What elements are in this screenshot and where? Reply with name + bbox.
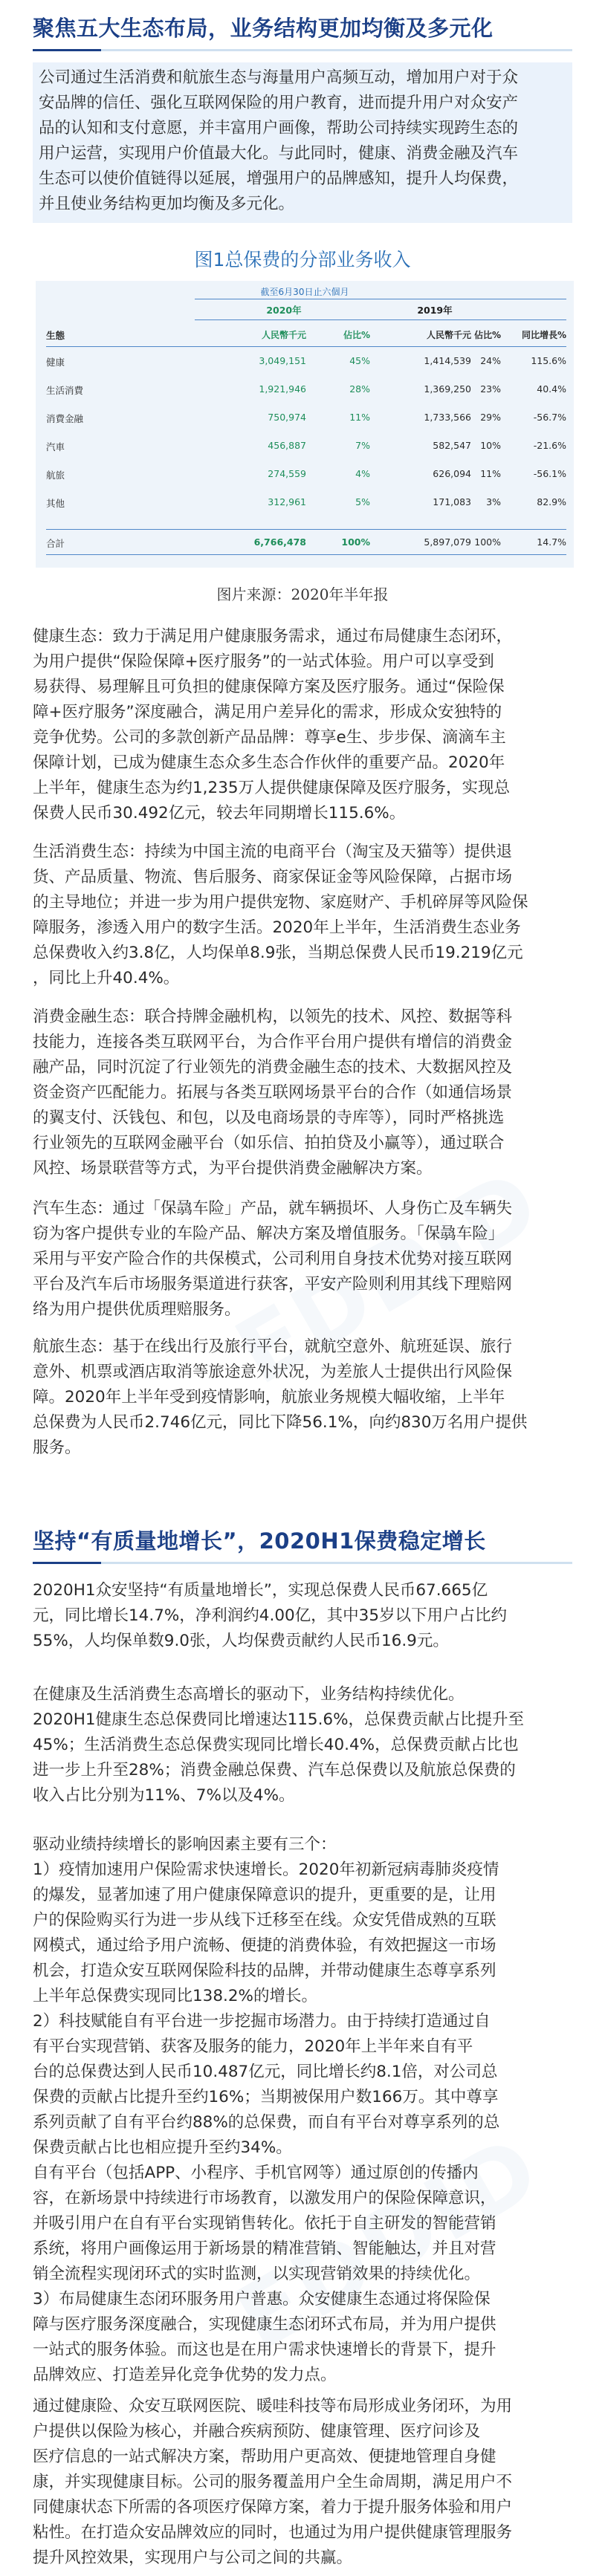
text-line: 障服务，渗透入用户的数字生活。2020年上半年，生活消费生态业务 [33,918,521,937]
text-line: 进一步上升至28%；消费金融总保费、汽车总保费以及航旅总保费的 [33,1761,516,1779]
table-cell-v2019: 626,094 [433,468,471,479]
section-rule [101,1562,572,1564]
text-line: 意外、机票或酒店取消等旅途意外状况，为差旅人士提供出行风险保 [33,1363,513,1381]
text-line: 技能力，连接各类互联网平台，为合作平台用户提供有增信的消费金 [33,1033,513,1051]
table-cell-v2020: 1,921,946 [259,383,306,395]
text-line: 融产品，同时沉淀了行业领先的消费金融生态的技术、大数据风控及 [33,1058,513,1077]
text-line: 户的保险购买行为进一步从线下迁移至在线。众安凭借成熟的互联 [33,1911,496,1930]
table-cell-p2020: 7% [355,440,370,451]
text-line: 一站式的服务体验。而这也是在用户需求快速增长的背景下，提升 [33,2340,496,2359]
section-rule [33,49,101,51]
table-cell-name: 其他 [46,498,65,509]
text-line: 网模式，通过给予用户流畅、便捷的消费体验，有效把握这一市场 [33,1936,496,1955]
text-line: 并吸引用户在自有平台实现销售转化。依托于自主研发的智能营销 [33,2214,496,2233]
text-line: 系列贡献了自有平台约88%的总保费，而自有平台对尊享系列的总 [33,2113,500,2132]
table-cell-p2019: 24% [480,355,501,366]
table-cell-v2020: 274,559 [268,468,306,479]
table-period-note: 截至6月30日止六個月 [260,287,349,297]
col-header-rmb-2020: 人民幣千元 [261,330,306,340]
text-line: 的爆发，显著加速了用户健康保障意识的提升，更重要的是，让用 [33,1886,496,1904]
text-line: 并且使业务结构更加均衡及多元化。 [39,195,295,213]
table-cell-name: 航旅 [46,470,65,481]
text-line: 总保费为人民币2.746亿元，同比下降56.1%，向约830万名用户提供 [33,1413,528,1432]
text-line: 风控、场景联营等方式，为平台提供消费金融解决方案。 [33,1159,433,1178]
text-line: 安品牌的信任、强化互联网保险的用户教育，进而提升用户对众安产 [39,94,519,112]
table-cell-v2019: 1,369,250 [424,383,471,395]
text-line: 生态可以使价值链得以延展，增强用户的品牌感知，提升人均保费， [39,169,519,188]
text-line: 通过健康险、众安互联网医院、暖哇科技等布局形成业务闭环，为用 [33,2397,513,2416]
text-line: 康，并实现健康目标。公司的服务覆盖用户全生命周期，满足用户不 [33,2473,513,2491]
text-line: 行业领先的互联网金融平台（如乐信、拍拍贷及小赢等），通过联合 [33,1134,505,1152]
section-rule [33,1562,101,1564]
text-line: 45%；生活消费生态总保费实现同比增长40.4%，总保费贡献占比也 [33,1736,519,1754]
table-cell-p2019: 11% [480,468,501,479]
table-cell-name: 生活消費 [46,385,84,396]
text-line: 服务。 [33,1438,81,1457]
auto-ecosystem-paragraph [33,1196,572,1323]
table-cell-yoy: 82.9% [537,496,566,507]
table-cell-yoy: -56.1% [533,468,566,479]
table-rule [46,346,566,347]
text-line: 元，同比增长14.7%，净利润约4.00亿，其中35岁以下用户占比约 [33,1606,508,1625]
travel-ecosystem-paragraph [33,1334,572,1461]
text-line: 1）疫情加速用户保险需求快速增长。2020年初新冠病毒肺炎疫情 [33,1860,499,1879]
text-line: 窃为客户提供专业的车险产品、解决方案及增值服务。「保骉车险」 [33,1224,505,1243]
col-header-segment: 生態 [46,330,65,341]
text-line: 上半年总保费实现同比138.2%的增长。 [33,1987,317,2005]
table-cell-yoy: -21.6% [533,440,566,451]
table-cell-p2019: 23% [480,383,501,395]
premium-table [36,281,574,568]
text-line: 障+医疗服务”深度融合，满足用户差异化的需求，形成众安独特的 [33,703,502,721]
text-line: 容，在新场景中持续进行市场教育，以激发用户的保险保障意识， [33,2189,496,2207]
table-cell-p2020: 28% [349,383,370,395]
table-cell-name: 健康 [46,357,65,368]
text-line: 户提供以保险为核心，并融合疾病预防、健康管理、医疗问诊及 [33,2422,481,2441]
text-line: 的翼支付、沃钱包、和包，以及电商场景的寺库等），同时严格挑选 [33,1109,505,1127]
text-line: 保障计划，已成为健康生态众多生态合作伙伴的重要产品。2020年 [33,753,505,772]
text-line: 生活消费生态：持续为中国主流的电商平台（淘宝及天猫等）提供退 [33,843,513,861]
table-total-label: 合計 [46,538,65,549]
table-cell-v2019: 171,083 [433,496,471,507]
text-line: 上半年，健康生态为约1,235万人提供健康保障及医疗服务，实现总 [33,779,511,797]
table-cell-p2019: 10% [480,440,501,451]
text-line: 货、产品质量、物流、售后服务、商家保证金等风险保障，占据市场 [33,868,513,886]
table-cell-yoy: -56.7% [533,412,566,423]
text-line: 消费金融生态：联合持牌金融机构，以领先的技术、风控、数据等科 [33,1008,513,1026]
text-line: 资金资产匹配能力。拓展与各类互联网场景平台的合作（如通信场景 [33,1083,513,1102]
table-total-v2019: 5,897,079 [424,536,471,548]
table-cell-v2020: 456,887 [268,440,306,451]
text-line: ，同比上升40.4%。 [33,969,180,987]
table-cell-p2019: 29% [480,412,501,423]
text-line: 公司通过生活消费和航旅生态与海量用户高频互动，增加用户对于众 [39,68,519,87]
text-line: 系统，将用户画像运用于新场景的精准营销、智能触达，并且对营 [33,2239,496,2258]
text-line: 竞争优势。公司的多款创新产品品牌：尊享e生、步步保、滴滴车主 [33,728,506,747]
text-line: 为用户提供“保险保障+医疗服务”的一站式体验。用户可以享受到 [33,652,494,671]
text-line: 保费贡献占比也相应提升至约34%。 [33,2138,292,2157]
table-rule [195,319,566,320]
section-title: 坚持“有质量地增长”，2020H1保费稳定增长 [33,1528,486,1554]
table-cell-v2019: 1,414,539 [424,355,471,366]
closed-loop-paragraph [33,2394,572,2571]
table-total-v2020: 6,766,478 [253,536,306,548]
text-line: 用户运营，实现用户价值最大化。与此同时，健康、消费金融及汽车 [39,144,519,163]
text-line: 55%，人均保单数9.0张，人均保费贡献约人民币16.9元。 [33,1632,449,1650]
text-line: 2）科技赋能自有平台进一步挖掘市场潜力。由于持续打造通过自 [33,2012,491,2031]
intro-paragraph [39,65,566,217]
text-line: 在健康及生活消费生态高增长的驱动下，业务结构持续优化。 [33,1685,465,1704]
year-header-2019: 2019年 [417,305,453,316]
consumer-finance-paragraph [33,1005,572,1181]
text-line: 台的总保费达到人民币10.487亿元，同比增长约8.1倍，对公司总 [33,2063,498,2081]
text-line: 采用与平安产险合作的共保模式，公司利用自身技术优势对接互联网 [33,1250,513,1268]
section-rule [101,49,572,51]
table-cell-p2020: 11% [349,412,370,423]
drivers-paragraph [33,1832,572,2388]
text-line: 医疗信息的一站式解决方案，帮助用户更高效、便捷地管理自身健 [33,2447,496,2466]
table-cell-name: 消費金融 [46,413,84,424]
text-line: 3）布局健康生态闭环服务用户普惠。众安健康生态通过将保险保 [33,2290,491,2309]
summary-paragraph [33,1578,572,1654]
col-header-pct-2019: 佔比% [473,330,501,340]
table-cell-yoy: 40.4% [537,383,566,395]
text-line: 驱动业绩持续增长的影响因素主要有三个： [33,1835,337,1854]
structure-paragraph [33,1682,572,1808]
text-line: 的主导地位；并进一步为用户提供宠物、家庭财产、手机碎屏等风险保 [33,893,528,912]
table-cell-v2020: 3,049,151 [259,355,306,366]
table-cell-yoy: 115.6% [531,355,566,366]
table-rule [46,529,566,530]
table-cell-p2020: 45% [349,355,370,366]
text-line: 有平台实现营销、获客及服务的能力，2020年上半年来自有平 [33,2037,473,2056]
text-line: 同健康状态下所需的各项医疗保障方案，着力于提升服务体验和用户 [33,2498,513,2517]
health-ecosystem-paragraph [33,624,572,826]
text-line: 品牌效应、打造差异化竞争优势的发力点。 [33,2366,337,2384]
text-line: 品的认知和支付意愿，并丰富用户画像，帮助公司持续实现跨生态的 [39,119,519,137]
table-cell-p2019: 3% [486,496,501,507]
text-line: 2020H1健康生态总保费同比增速达115.6%，总保费贡献占比提升至 [33,1710,525,1729]
text-line: 络为用户提供优质理赔服务。 [33,1300,241,1319]
table-total-yoy: 14.7% [537,536,566,548]
lifestyle-ecosystem-paragraph [33,840,572,991]
text-line: 自有平台（包括APP、小程序、手机官网等）通过原创的传播内 [33,2164,479,2182]
table-cell-v2019: 582,547 [433,440,471,451]
text-line: 汽车生态：通过「保骉车险」产品，就车辆损坏、人身伤亡及车辆失 [33,1199,513,1218]
text-line: 健康生态：致力于满足用户健康服务需求，通过布局健康生态闭环， [33,627,513,646]
table-cell-v2019: 1,733,566 [424,412,471,423]
year-header-2020: 2020年 [266,305,302,316]
table-cell-v2020: 750,974 [268,412,306,423]
text-line: 平台及汽车后市场服务渠道进行获客，平安产险则利用其线下理赔网 [33,1275,513,1294]
table-total-p2019: 100% [474,536,501,548]
text-line: 总保费收入约3.8亿，人均保单8.9张，当期总保费人民币19.219亿元 [33,944,523,962]
figure-title: 图1总保费的分部业务收入 [194,249,411,270]
table-rule [46,554,566,555]
text-line: 保费人民币30.492亿元，较去年同期增长115.6%。 [33,804,406,823]
table-cell-name: 汽車 [46,441,65,452]
text-line: 航旅生态：基于在线出行及旅行平台，就航空意外、航班延误、旅行 [33,1337,513,1356]
text-line: 粘性。在打造众安品牌效应的同时，也通过为用户提供健康管理服务 [33,2523,513,2542]
section-title: 聚焦五大生态布局，业务结构更加均衡及多元化 [33,16,494,41]
text-line: 易获得、易理解且可负担的健康保障方案及医疗服务。通过“保险保 [33,678,505,696]
text-line: 障。2020年上半年受到疫情影响，航旅业务规模大幅收缩，上半年 [33,1388,505,1407]
text-line: 收入占比分别为11%、7%以及4%。 [33,1786,295,1805]
figure-caption: 图片来源：2020年半年报 [216,585,389,603]
col-header-yoy: 同比增長% [521,330,566,340]
table-cell-p2020: 4% [355,468,370,479]
table-total-p2020: 100% [341,536,370,548]
text-line: 保费的贡献占比提升至约16%；当期被保用户数166万。其中尊享 [33,2088,499,2106]
text-line: 2020H1众安坚持“有质量地增长”，实现总保费人民币67.665亿 [33,1581,488,1600]
col-header-rmb-2019: 人民幣千元 [426,330,471,340]
table-cell-v2020: 312,961 [268,496,306,507]
text-line: 提升风控效果，实现用户与公司之间的共赢。 [33,2549,353,2567]
col-header-pct-2020: 佔比% [343,330,370,340]
table-cell-p2020: 5% [355,496,370,507]
text-line: 机会，打造众安互联网保险科技的品牌，并带动健康生态尊享系列 [33,1962,496,1980]
text-line: 销全流程实现闭环式的实时监测，以实现营销效果的持续优化。 [33,2265,481,2283]
text-line: 障与医疗服务深度融合，实现健康生态闭环式布局，并为用户提供 [33,2315,496,2334]
